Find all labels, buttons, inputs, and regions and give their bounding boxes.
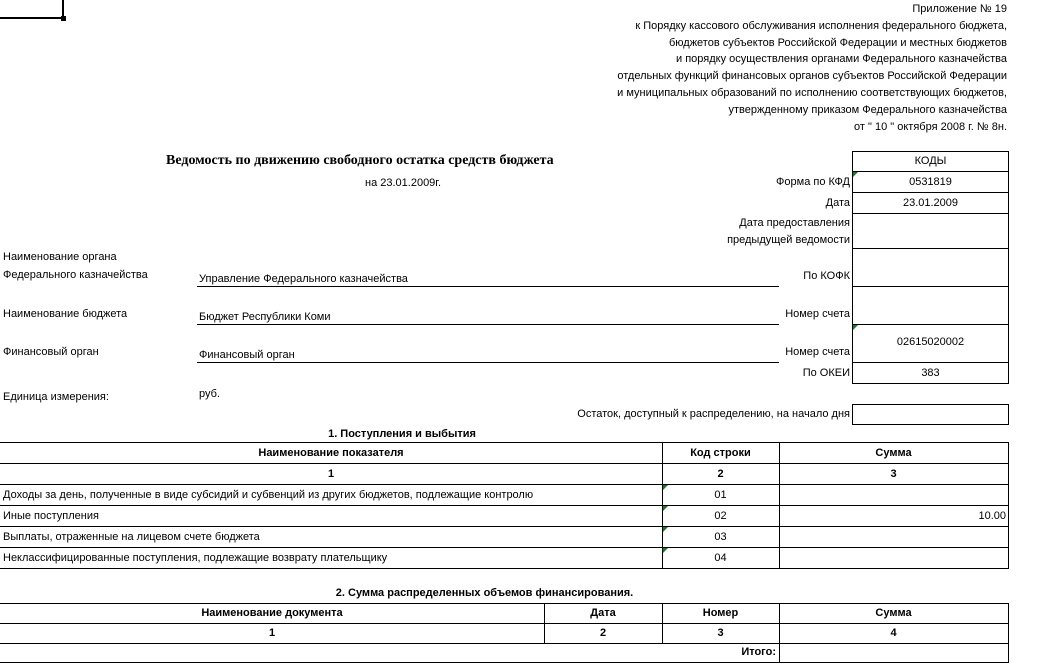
underline bbox=[197, 286, 779, 287]
appendix-line: утвержденному приказом Федерального казначейства bbox=[728, 103, 1007, 116]
document-title: Ведомость по движению свободного остатка средств бюджета bbox=[166, 153, 554, 168]
form-label: Форма по КФД bbox=[776, 176, 850, 188]
col-header-doc-name: Наименование документа bbox=[201, 607, 343, 619]
col-header-sum: Сумма bbox=[875, 447, 912, 459]
divider bbox=[852, 171, 1009, 172]
comment-marker bbox=[853, 325, 858, 330]
table-row-sum[interactable]: 10.00 bbox=[978, 510, 1006, 522]
table1-border bbox=[0, 526, 1009, 527]
table2-border bbox=[0, 603, 1009, 604]
budget-label: Наименование бюджета bbox=[3, 308, 128, 320]
organ-label-1: Наименование органа bbox=[3, 251, 117, 263]
table1-border bbox=[0, 442, 1009, 443]
divider bbox=[852, 324, 1009, 325]
divider bbox=[852, 286, 1009, 287]
table1-border bbox=[0, 463, 1009, 464]
appendix-line: и порядку осуществления органами Федерального казначейства bbox=[676, 53, 1007, 66]
table-row-code[interactable]: 01 bbox=[714, 489, 727, 501]
prev-date-label-1: Дата предоставления bbox=[739, 217, 850, 229]
col-number: 3 bbox=[890, 468, 897, 480]
account2-code[interactable]: 02615020002 bbox=[896, 336, 965, 348]
fin-organ-label: Финансовый орган bbox=[3, 346, 99, 358]
fill-handle[interactable] bbox=[61, 16, 66, 21]
col-header-name: Наименование показателя bbox=[258, 447, 404, 459]
unit-label: Единица измерения: bbox=[3, 391, 109, 403]
table-row-name[interactable]: Иные поступления bbox=[3, 510, 99, 522]
unit-value[interactable]: руб. bbox=[199, 388, 220, 400]
balance-label: Остаток, доступный к распределению, на начало дня bbox=[577, 408, 850, 420]
table2-border bbox=[1008, 603, 1009, 663]
table2-border bbox=[0, 643, 1009, 644]
account1-label: Номер счета bbox=[785, 308, 850, 320]
col-number: 4 bbox=[890, 627, 897, 639]
col-number: 1 bbox=[327, 468, 335, 480]
appendix-line: отдельных функций финансовых органов субъектов Российской Федерации bbox=[617, 70, 1007, 83]
table2-border bbox=[0, 623, 1009, 624]
document-date: на 23.01.2009г. bbox=[365, 177, 442, 189]
col-header-sum: Сумма bbox=[875, 607, 912, 619]
section2-title: 2. Сумма распределенных объемов финансирования. bbox=[335, 587, 634, 599]
col-header-code: Код строки bbox=[690, 447, 751, 459]
table-row-name[interactable]: Неклассифицированные поступления, подлежащие возврату плательщику bbox=[3, 552, 388, 564]
kofk-label: По КОФК bbox=[803, 270, 850, 282]
date-label: Дата bbox=[825, 197, 850, 209]
prev-date-label-2: предыдущей ведомости bbox=[727, 234, 850, 246]
table-row-name[interactable]: Выплаты, отраженные на лицевом счете бюджета bbox=[3, 531, 260, 543]
appendix-line: от " 10 " октября 2008 г. № 8н. bbox=[854, 120, 1007, 133]
organ-value[interactable]: Управление Федерального казначейства bbox=[199, 273, 408, 285]
table2-border bbox=[0, 662, 1009, 663]
col-header-number: Номер bbox=[702, 607, 739, 619]
date-code[interactable]: 23.01.2009 bbox=[902, 197, 959, 209]
appendix-line: бюджетов субъектов Российской Федерации и местных бюджетов bbox=[668, 36, 1007, 49]
table-row-code[interactable]: 02 bbox=[714, 510, 727, 522]
table1-border bbox=[779, 442, 780, 569]
comment-marker bbox=[853, 172, 858, 177]
table-row-name[interactable]: Доходы за день, полученные в виде субсидий и субвенций из других бюджетов, подлежащие контролю bbox=[3, 489, 534, 501]
divider bbox=[852, 248, 1009, 249]
total-label: Итого: bbox=[741, 646, 776, 658]
organ-label-2: Федерального казначейства bbox=[3, 269, 148, 281]
okei-code[interactable]: 383 bbox=[921, 367, 940, 379]
col-header-date: Дата bbox=[590, 607, 616, 619]
appendix-line: к Порядку кассового обслуживания исполнения федерального бюджета, bbox=[635, 19, 1007, 32]
table1-border bbox=[0, 505, 1009, 506]
selected-cell[interactable] bbox=[0, 0, 64, 19]
fin-organ-value[interactable]: Финансовый орган bbox=[199, 349, 295, 361]
table1-border bbox=[0, 547, 1009, 548]
account2-label: Номер счета bbox=[785, 346, 850, 358]
divider bbox=[852, 192, 1009, 193]
col-number: 2 bbox=[717, 468, 724, 480]
table1-border bbox=[1008, 442, 1009, 569]
appendix-line: Приложение № 19 bbox=[912, 3, 1007, 15]
form-code[interactable]: 0531819 bbox=[909, 176, 952, 188]
table1-border bbox=[0, 568, 1009, 569]
table-row-code[interactable]: 03 bbox=[714, 531, 727, 543]
codes-header: КОДЫ bbox=[914, 155, 947, 167]
section1-title: 1. Поступления и выбытия bbox=[328, 428, 476, 440]
col-number: 2 bbox=[599, 627, 607, 639]
divider bbox=[852, 213, 1009, 214]
col-number: 1 bbox=[268, 627, 276, 639]
balance-box[interactable] bbox=[852, 404, 1009, 425]
budget-value[interactable]: Бюджет Республики Коми bbox=[199, 311, 331, 323]
appendix-block bbox=[617, 1, 1007, 135]
col-number: 3 bbox=[717, 627, 724, 639]
table1-border bbox=[0, 484, 1009, 485]
divider bbox=[852, 362, 1009, 363]
table-row-code[interactable]: 04 bbox=[714, 552, 727, 564]
okei-label: По ОКЕИ bbox=[802, 367, 850, 379]
underline bbox=[197, 324, 779, 325]
appendix-line: и муниципальных образований по исполнению соответствующих бюджетов, bbox=[617, 86, 1007, 99]
underline bbox=[197, 362, 779, 363]
